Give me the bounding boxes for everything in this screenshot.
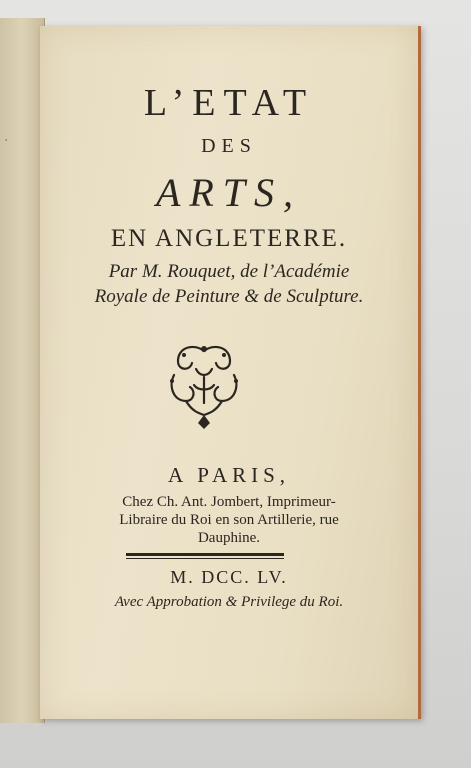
author-line-2: Royale de Peinture & de Sculpture.: [94, 286, 364, 307]
title-line-2: DES: [201, 135, 257, 157]
author-line-1: Par M. Rouquet, de l’Académie: [108, 261, 350, 282]
imprint-publisher-line-1: Chez Ch. Ant. Jombert, Imprimeur-: [122, 494, 336, 510]
imprint-place: A PARIS,: [167, 463, 291, 487]
double-rule-thin: [126, 558, 284, 559]
title-line-1: L’ETAT: [143, 82, 315, 124]
printers-ornament-icon: [164, 341, 244, 431]
double-rule-thick: [126, 553, 284, 556]
imprint-year: M. DCC. LV.: [170, 567, 288, 587]
title-line-3: ARTS,: [155, 170, 303, 215]
imprint-approbation: Avec Approbation & Privilege du Roi.: [114, 594, 344, 610]
title-page: [40, 26, 421, 719]
margin-handwriting: ·: [4, 133, 9, 149]
imprint-publisher-line-2: Libraire du Roi en son Artillerie, rue: [119, 512, 339, 528]
title-line-4: EN ANGLETERRE.: [110, 225, 348, 252]
imprint-publisher-line-3: Dauphine.: [197, 530, 261, 546]
facing-page-edge: [0, 18, 45, 723]
